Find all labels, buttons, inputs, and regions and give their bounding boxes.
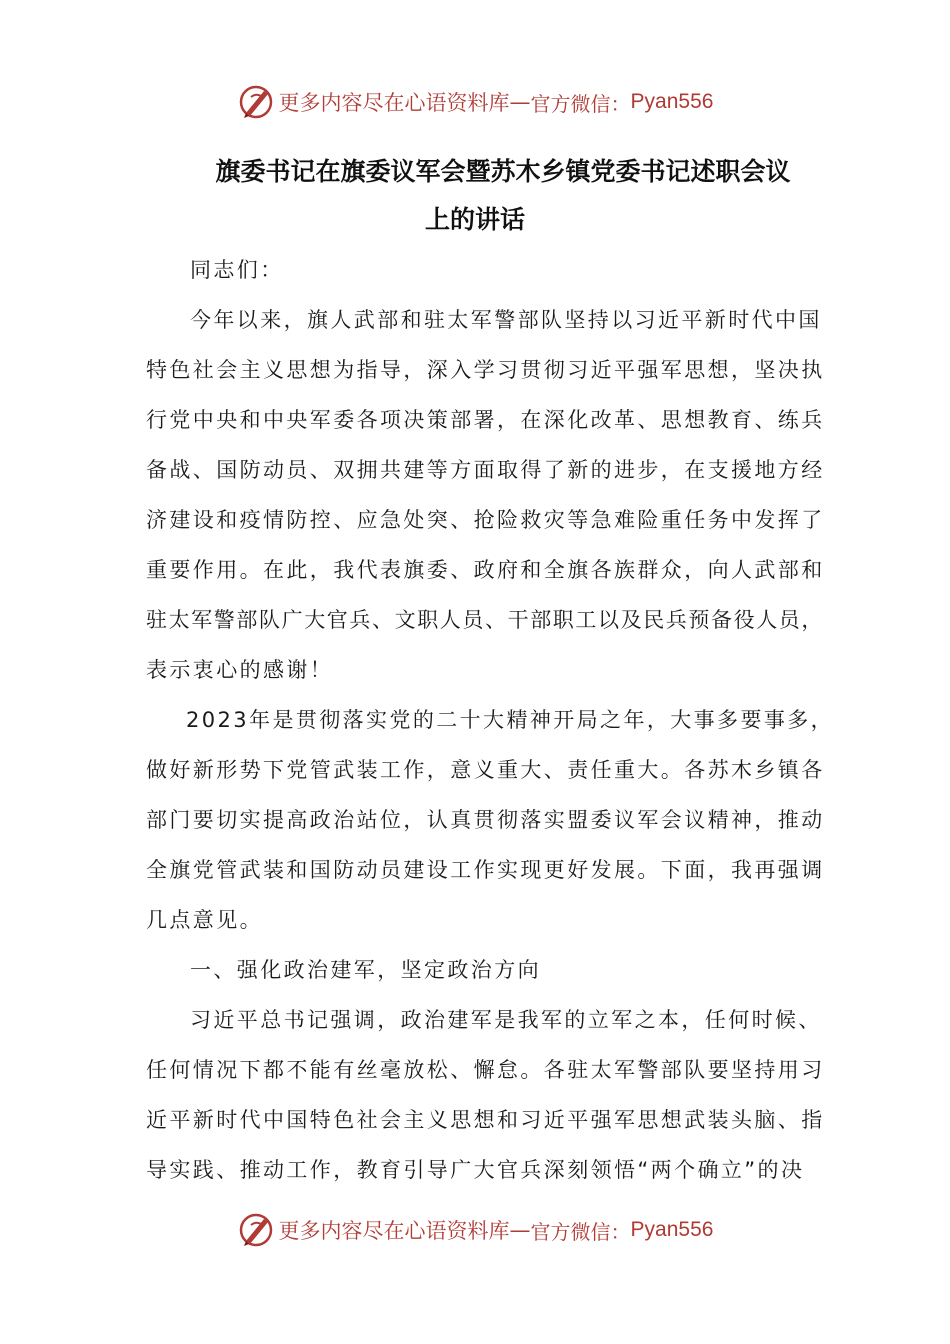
watermark-site-name: 更多内容尽在心语资料库 [278,1219,510,1243]
watermark-wechat-id: Pyan556 [630,1218,714,1241]
paragraph-line: 几点意见。 [146,908,263,932]
paragraph-line: 表示衷心的感谢！ [146,658,334,682]
watermark-banner-top [0,82,950,122]
paragraph-line: 行党中央和中央军委各项决策部署，在深化改革、思想教育、练兵 [146,408,825,432]
paragraph-line: 重要作用。在此，我代表旗委、政府和全旗各族群众，向人武部和 [146,558,825,582]
watermark-site-name: 更多内容尽在心语资料库 [278,91,510,115]
document-title-line-2: 上的讲话 [424,205,525,234]
paragraph-line: 今年以来，旗人武部和驻太军警部队坚持以习近平新时代中国 [190,308,822,332]
watermark-banner-bottom [0,1210,950,1250]
paragraph-line: 全旗党管武装和国防动员建设工作实现更好发展。下面，我再强调 [146,858,825,882]
paragraph-line: 任何情况下都不能有丝毫放松、懈怠。各驻太军警部队要坚持用习 [146,1058,825,1082]
paragraph-line: 习近平总书记强调，政治建军是我军的立军之本，任何时候、 [190,1008,822,1032]
pen-logo-icon [237,83,275,121]
paragraph-line: 近平新时代中国特色社会主义思想和习近平强军思想武装头脑、指 [146,1108,825,1132]
paragraph-line: 部门要切实提高政治站位，认真贯彻落实盟委议军会议精神，推动 [146,808,825,832]
watermark-separator: — [509,1218,531,1242]
paragraph-line: 备战、国防动员、双拥共建等方面取得了新的进步，在支援地方经 [146,458,825,482]
paragraph-line: 导实践、推动工作，教育引导广大官兵深刻领悟“两个确立”的决 [146,1158,805,1182]
watermark-separator: — [509,90,531,114]
watermark-wechat-id: Pyan556 [630,90,714,113]
section-heading: 一、强化政治建军，坚定政治方向 [190,958,541,982]
watermark-contact-label: 官方微信： [530,1219,631,1244]
watermark-contact-label: 官方微信： [530,91,631,116]
paragraph-line: 驻太军警部队广大官兵、文职人员、干部职工以及民兵预备役人员， [146,608,824,632]
paragraph-line: 特色社会主义思想为指导，深入学习贯彻习近平强军思想，坚决执 [146,358,825,382]
paragraph-line: 济建设和疫情防控、应急处突、抢险救灾等急难险重任务中发挥了 [146,508,825,532]
paragraph-line: 做好新形势下党管武装工作，意义重大、责任重大。各苏木乡镇各 [146,758,825,782]
pen-logo-icon [237,1211,275,1249]
document-title-line-1: 旗委书记在旗委议军会暨苏木乡镇党委书记述职会议 [215,157,791,186]
greeting: 同志们： [190,258,284,282]
paragraph-line: 2023年是贯彻落实党的二十大精神开局之年，大事多要事多， [186,708,835,732]
